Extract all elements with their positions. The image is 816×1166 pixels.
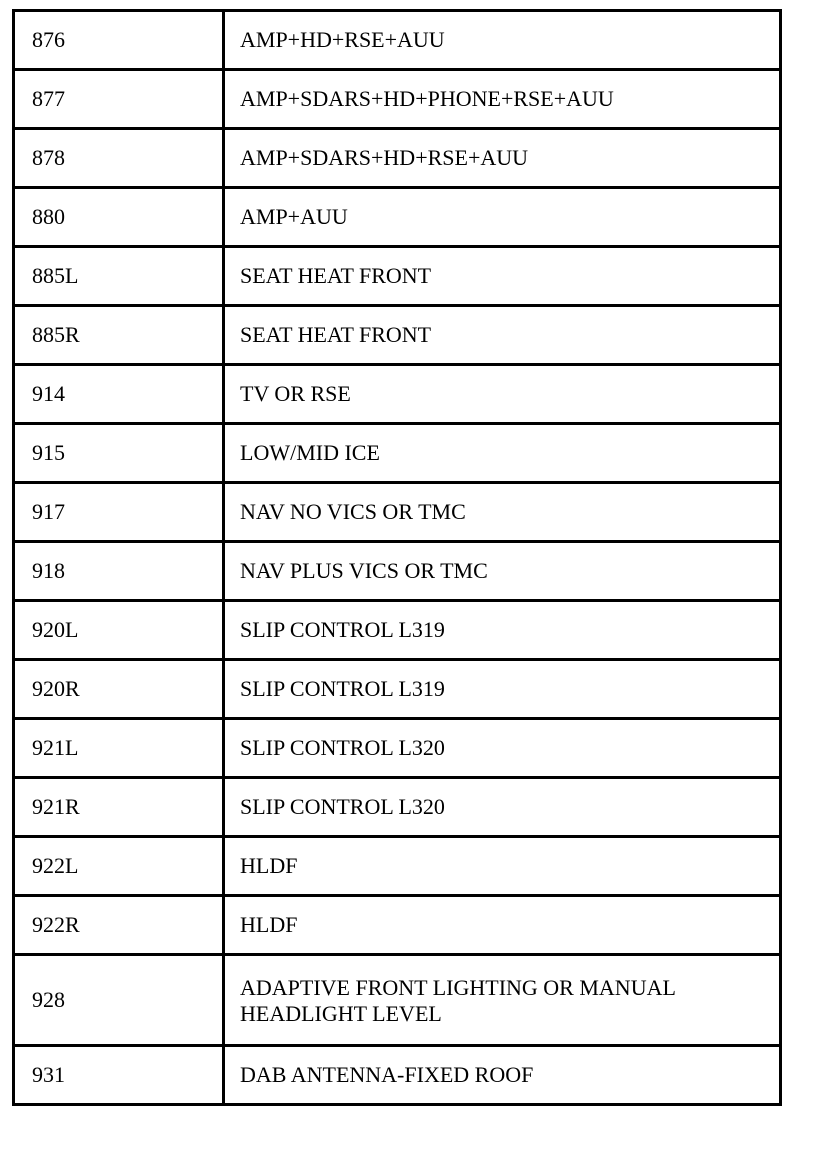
code-cell: 877 bbox=[14, 70, 224, 129]
code-cell: 878 bbox=[14, 129, 224, 188]
code-cell: 915 bbox=[14, 424, 224, 483]
table-body bbox=[14, 11, 781, 1105]
table-row bbox=[14, 1046, 781, 1105]
code-cell: 885L bbox=[14, 247, 224, 306]
table-row bbox=[14, 660, 781, 719]
table-row bbox=[14, 601, 781, 660]
code-cell: 918 bbox=[14, 542, 224, 601]
code-cell: 921R bbox=[14, 778, 224, 837]
description-cell: ADAPTIVE FRONT LIGHTING OR MANUAL HEADLIGHT LEVEL bbox=[224, 955, 781, 1046]
code-cell: 931 bbox=[14, 1046, 224, 1105]
table-row bbox=[14, 542, 781, 601]
table-row bbox=[14, 70, 781, 129]
table-row bbox=[14, 188, 781, 247]
code-cell: 922R bbox=[14, 896, 224, 955]
table-row bbox=[14, 365, 781, 424]
code-cell: 922L bbox=[14, 837, 224, 896]
table-row bbox=[14, 11, 781, 70]
code-description-table bbox=[12, 9, 782, 1106]
code-cell: 914 bbox=[14, 365, 224, 424]
description-cell: AMP+SDARS+HD+RSE+AUU bbox=[224, 129, 781, 188]
code-cell: 885R bbox=[14, 306, 224, 365]
description-cell: TV OR RSE bbox=[224, 365, 781, 424]
description-cell: AMP+HD+RSE+AUU bbox=[224, 11, 781, 70]
description-cell: SEAT HEAT FRONT bbox=[224, 306, 781, 365]
description-cell: DAB ANTENNA-FIXED ROOF bbox=[224, 1046, 781, 1105]
table-row bbox=[14, 306, 781, 365]
table-row bbox=[14, 247, 781, 306]
table-row bbox=[14, 424, 781, 483]
description-cell: SLIP CONTROL L320 bbox=[224, 778, 781, 837]
table-row bbox=[14, 896, 781, 955]
code-cell: 880 bbox=[14, 188, 224, 247]
description-cell: HLDF bbox=[224, 837, 781, 896]
description-cell: SLIP CONTROL L319 bbox=[224, 601, 781, 660]
table-row bbox=[14, 837, 781, 896]
code-cell: 876 bbox=[14, 11, 224, 70]
description-cell: NAV NO VICS OR TMC bbox=[224, 483, 781, 542]
description-cell: SLIP CONTROL L320 bbox=[224, 719, 781, 778]
table-row bbox=[14, 778, 781, 837]
table-row bbox=[14, 129, 781, 188]
description-cell: NAV PLUS VICS OR TMC bbox=[224, 542, 781, 601]
description-cell: HLDF bbox=[224, 896, 781, 955]
code-cell: 921L bbox=[14, 719, 224, 778]
table-row bbox=[14, 483, 781, 542]
code-cell: 920R bbox=[14, 660, 224, 719]
description-cell: AMP+AUU bbox=[224, 188, 781, 247]
table-row bbox=[14, 719, 781, 778]
table-row bbox=[14, 955, 781, 1046]
code-cell: 920L bbox=[14, 601, 224, 660]
description-cell: SLIP CONTROL L319 bbox=[224, 660, 781, 719]
description-cell: LOW/MID ICE bbox=[224, 424, 781, 483]
code-cell: 917 bbox=[14, 483, 224, 542]
description-cell: AMP+SDARS+HD+PHONE+RSE+AUU bbox=[224, 70, 781, 129]
code-cell: 928 bbox=[14, 955, 224, 1046]
description-cell: SEAT HEAT FRONT bbox=[224, 247, 781, 306]
